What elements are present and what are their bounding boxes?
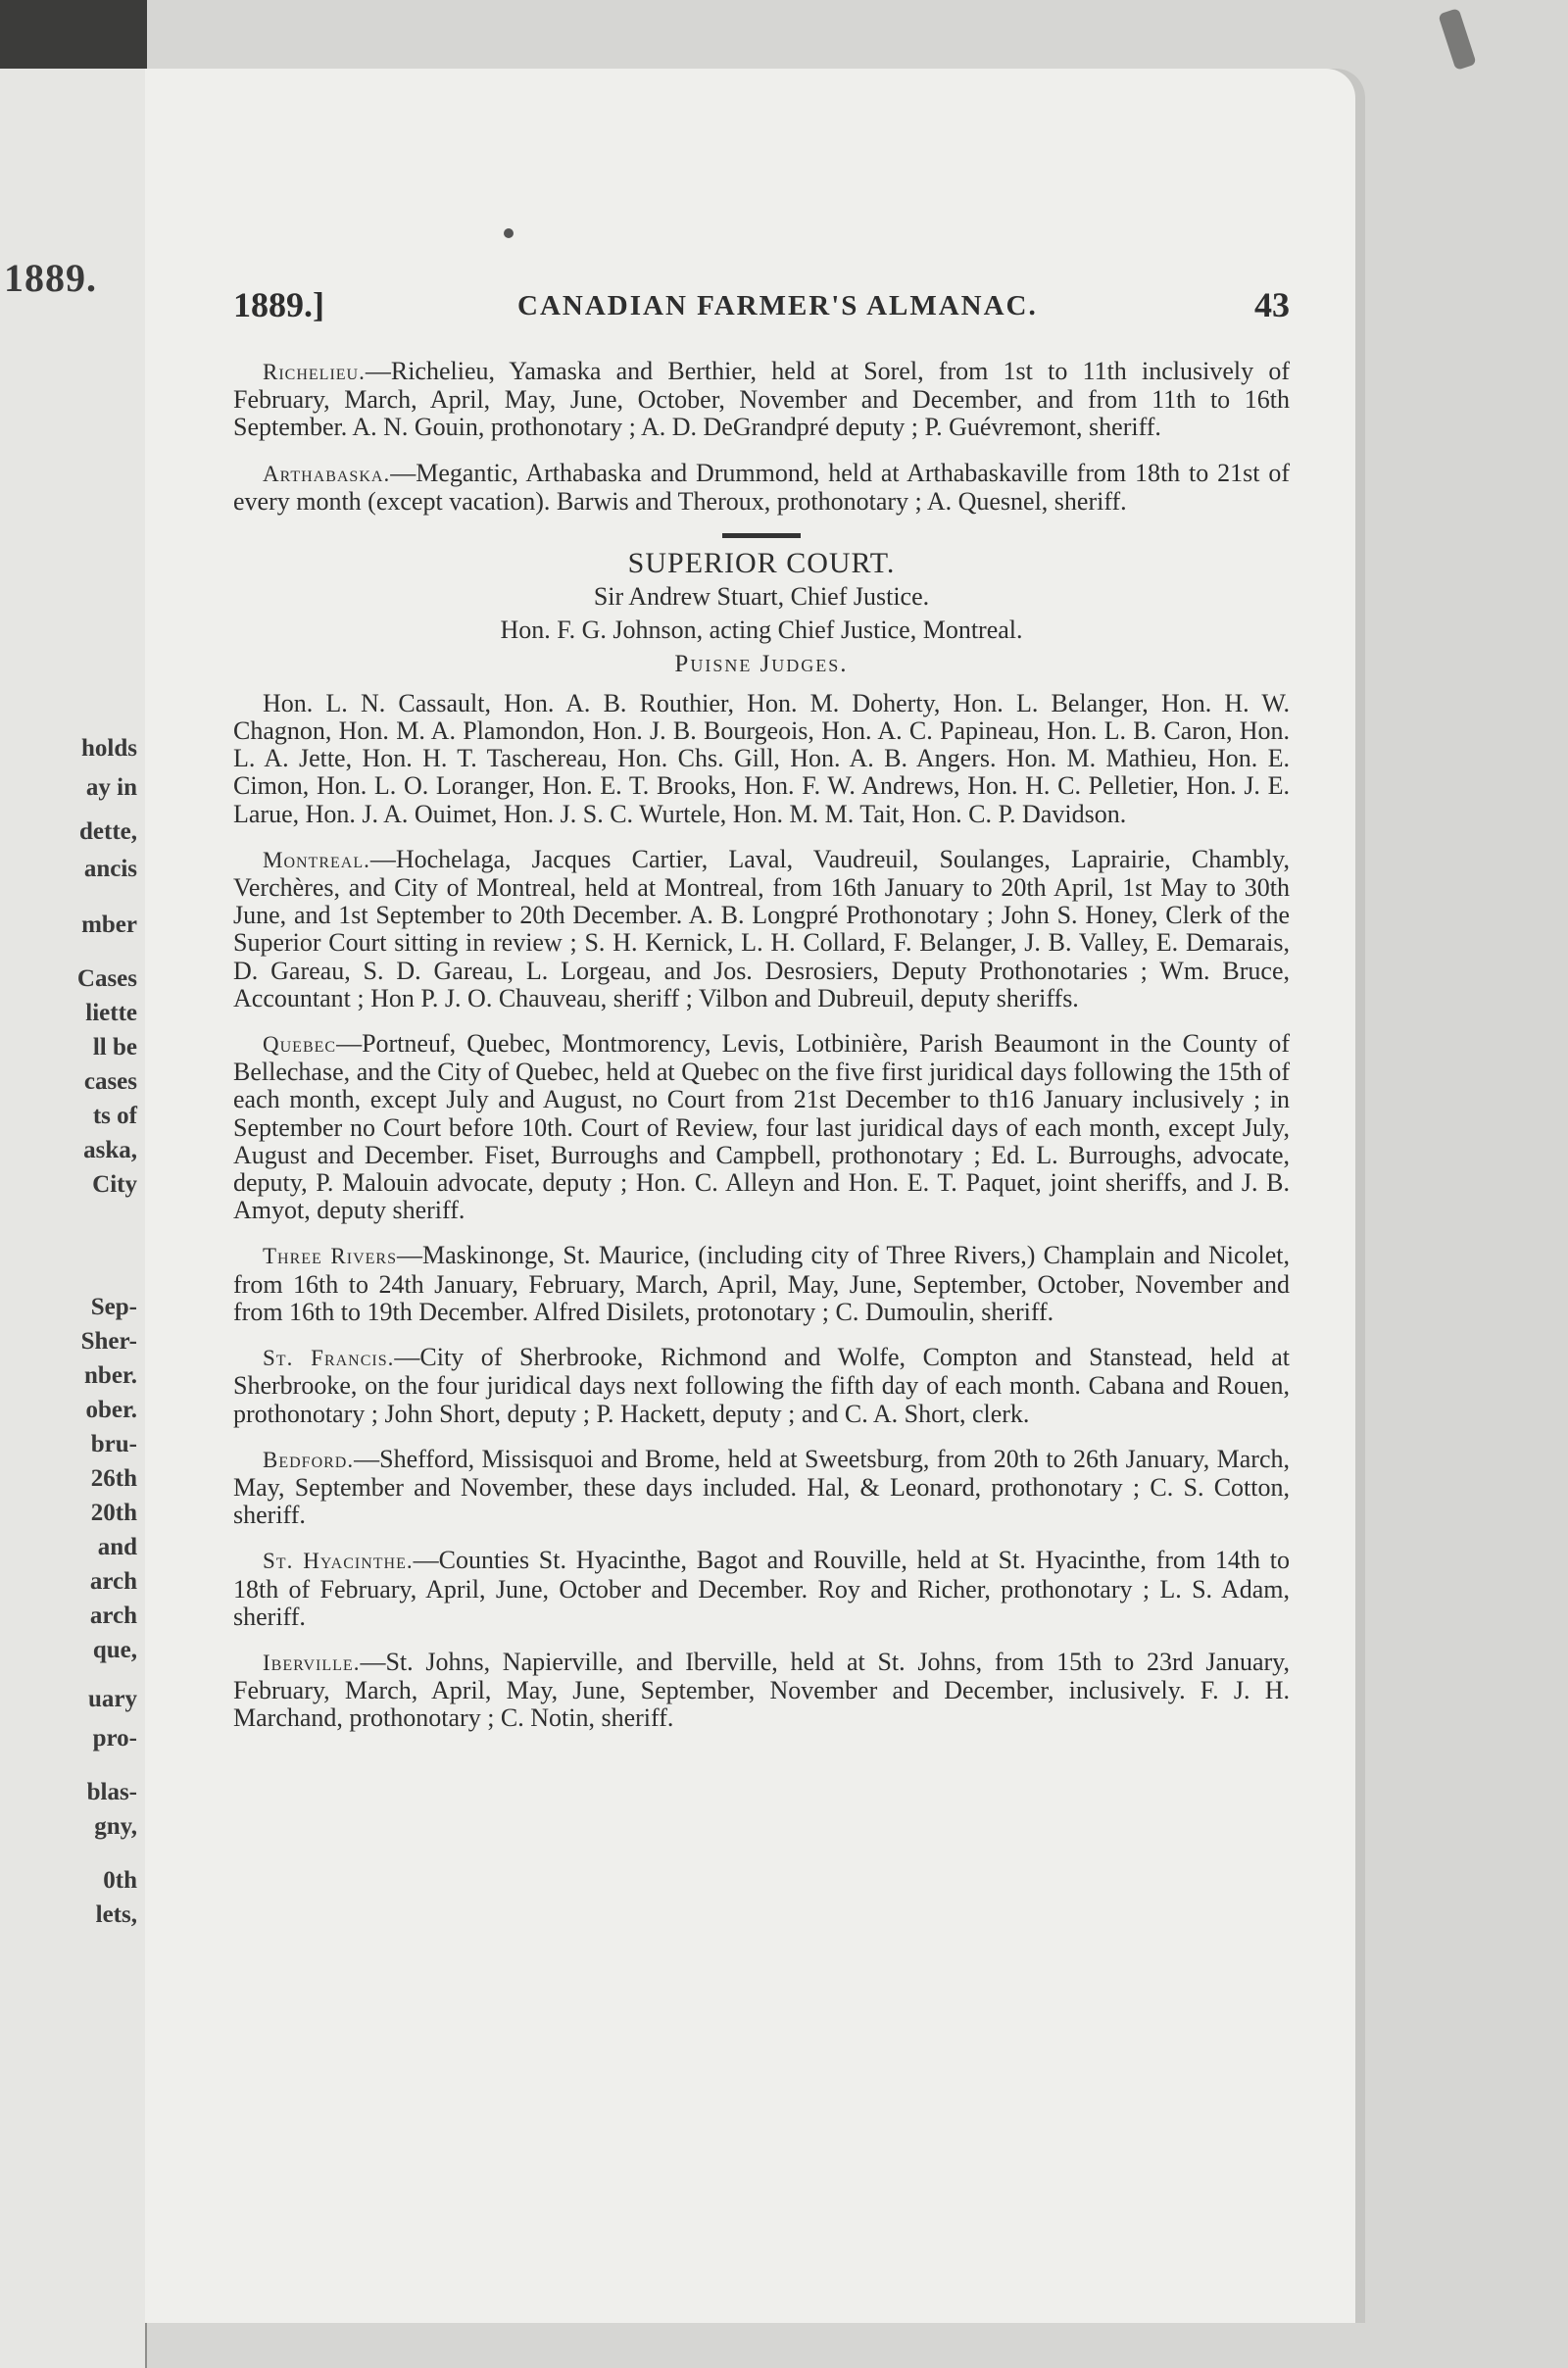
previous-page-fragment: lets, [95,1901,137,1928]
previous-page-fragment: ts of [92,1103,137,1129]
district-name: Arthabaska. [263,461,391,486]
paragraph-text: —Maskinonge, St. Maurice, (including city of Three Rivers,) Champlain and Nicolet, from 16th to 24th January, February, March, April, May, June, September, October, November and from 16th to 19th December. Alfred Disilets, protonotary ; C. Dumoulin, sheriff. [233,1241,1291,1326]
previous-page-fragment: ay in [85,774,137,801]
paragraph-text: —Richelieu, Yamaska and Berthier, held at Sorel, from 1st to 11th inclusively of February, March, April, May, June, October, November and December, and from 11th to 16th September. A. N. Gouin, prothonotary ; A. D. DeGrandpré deputy ; P. Guévremont, sheriff. [233,357,1290,442]
paragraph-text: —Portneuf, Quebec, Montmorency, Levis, Lotbinière, Parish Beaumont in the County of Bellechase, and the City of Quebec, held at Quebec on the five first juridical days following the 15th of each month, except July and August, no Court from 21st December to th16 January inclusively ; in September no Court before 10th. Court of Review, four last juridical days of each month, except July, August and December. Fiset, Burroughs and Campbell, prothonotary ; Ed. L. Burroughs, advocate, deputy, P. Malouin advocate, deputy ; Hon. C. Alleyn and Hon. E. T. Paquet, joint sheriffs, and J. B. Amyot, deputy sheriff. [233,1029,1290,1225]
previous-page-fragment: 26th [90,1465,137,1492]
paragraph-text: —Megantic, Arthabaska and Drummond, held at Arthabaskaville from 18th to 21st of every month (except vacation). Barwis and Theroux, prothonotary ; A. Quesnel, sheriff. [233,458,1290,516]
paragraph-arthabaska [233,460,1290,516]
judges-list: Hon. L. N. Cassault, Hon. A. B. Routhier, Hon. M. Doherty, Hon. L. Belanger, Hon. H. W. Chagnon, Hon. M. A. Plamondon, Hon. J. B. Bourgeois, Hon. A. C. Papineau, Hon. L. B. Caron, Hon. L. A. Jette, Hon. H. T. Taschereau, Hon. Chs. Gill, Hon. A. B. Angers. Hon. M. Mathieu, Hon. E. Cimon, Hon. L. O. Loranger, Hon. E. T. Brooks, Hon. F. W. Andrews, Hon. H. C. Pelletier, Hon. J. E. Larue, Hon. J. A. Ouimet, Hon. J. S. C. Wurtele, Hon. M. M. Tait, Hon. C. P. Davidson. [233,688,1290,828]
previous-page-fragment: aska, [83,1137,137,1163]
paragraph-three-rivers [233,1242,1290,1326]
scan-mark [1438,8,1476,71]
district-name: Three Rivers [263,1244,397,1269]
paragraph-iberville [233,1649,1290,1733]
district-name: Bedford. [263,1447,355,1472]
previous-page-fragment: dette, [79,818,137,845]
paragraph-text: —Counties St. Hyacinthe, Bagot and Rouville, held at St. Hyacinthe, from 14th to 18th of February, April, June, October and December. Roy and Richer, prothonotary ; L. S. Adam, sheriff. [233,1546,1290,1631]
previous-page-fragment: ll be [92,1034,137,1061]
previous-page-fragment: ober. [85,1397,137,1423]
page-number: 43 [1254,285,1290,324]
district-name: Quebec [263,1032,337,1058]
paragraph-text: —Shefford, Missisquoi and Brome, held at Sweetsburg, from 20th to 26th January, March, May, September and November, these days included. Hal, & Leonard, prothonotary ; C. S. Cotton, sheriff. [233,1444,1290,1530]
header-title: CANADIAN FARMER'S ALMANAC. [517,290,1038,321]
puisne-judges-heading: Puisne Judges. [674,650,849,677]
previous-page-fragment: and [97,1534,137,1560]
previous-page-fragment: gny, [94,1813,137,1840]
previous-page-fragment: arch [89,1603,137,1629]
chief-justice: Sir Andrew Stuart, Chief Justice. [593,582,930,612]
paragraph-richelieu [233,358,1290,442]
previous-page-fragment: pro- [92,1725,137,1751]
paragraph-bedford [233,1446,1290,1530]
running-header [233,284,1290,323]
previous-page-fragment: Sep- [90,1294,137,1320]
district-name: St. Francis. [263,1346,395,1371]
section-divider [722,533,801,538]
previous-page-fragment: cases [83,1068,137,1095]
district-name: Iberville. [263,1650,361,1675]
page-body [233,358,1290,1751]
district-name: Montreal. [263,847,370,872]
previous-page-fragment: uary [88,1686,137,1712]
district-name: St. Hyacinthe. [263,1549,414,1574]
paragraph-quebec [233,1030,1290,1224]
previous-page-fragment: liette [85,1000,137,1026]
previous-page-fragment: nber. [84,1362,137,1389]
ink-dot [504,228,514,238]
paragraph-st-francis [233,1344,1290,1428]
district-name: Richelieu. [263,360,366,384]
paragraph-text: —St. Johns, Napierville, and Iberville, held at St. Johns, from 15th to 23rd January, February, March, April, May, June, September, November and December, inclusively. F. J. H. Marchand, prothonotary ; C. Notin, sheriff. [233,1647,1290,1733]
previous-page-fragment: 0th [103,1867,137,1894]
superior-court-heading: SUPERIOR COURT. [627,547,896,580]
previous-page-fragment: arch [89,1568,137,1595]
paragraph-text: —Hochelaga, Jacques Cartier, Laval, Vaudreuil, Soulanges, Laprairie, Chambly, Verchères, and City of Montreal, held at Montreal, from 16th January to 20th April, 1st May to 30th June, and 1st September to 20th December. A. B. Longpré Prothonotary ; John S. Honey, Clerk of the Superior Court sitting in review ; S. H. Kernick, L. H. Collard, F. Belanger, J. B. Valley, E. Demarais, D. Gareau, S. D. Gareau, L. Lorgeau, and Jos. Desrosiers, Deputy Prothonotaries ; Wm. Bruce, Accountant ; Hon P. J. O. Chauveau, sheriff ; Vilbon and Dubreuil, deputy sheriffs. [233,844,1290,1012]
paragraph-montreal [233,846,1290,1012]
previous-page-fragment: Cases [76,965,137,992]
previous-page-fragment: 20th [90,1500,137,1526]
paragraph-st-hyacinthe [233,1547,1290,1631]
previous-page-fragment: mber [81,912,137,938]
previous-page-fragment: blas- [86,1779,137,1805]
paragraph-text: —City of Sherbrooke, Richmond and Wolfe, Compton and Stanstead, held at Sherbrooke, on the four juridical days next following the fifth day of each month. Cabana and Rouen, prothonotary ; John Short, deputy ; P. Hackett, deputy ; and C. A. Short, clerk. [233,1343,1290,1428]
previous-page-year: 1889. [4,256,97,300]
acting-chief-justice: Hon. F. G. Johnson, acting Chief Justice, Montreal. [500,616,1023,645]
previous-page-fragment: bru- [90,1431,137,1457]
previous-page-fragment: City [92,1171,137,1198]
previous-page-fragment: ancis [83,856,137,882]
header-year: 1889.] [233,285,324,324]
previous-page-fragment: Sher- [80,1328,137,1355]
previous-page-fragment: holds [81,735,137,762]
previous-page-fragment: que, [92,1637,137,1663]
previous-page-sliver [0,69,147,2368]
